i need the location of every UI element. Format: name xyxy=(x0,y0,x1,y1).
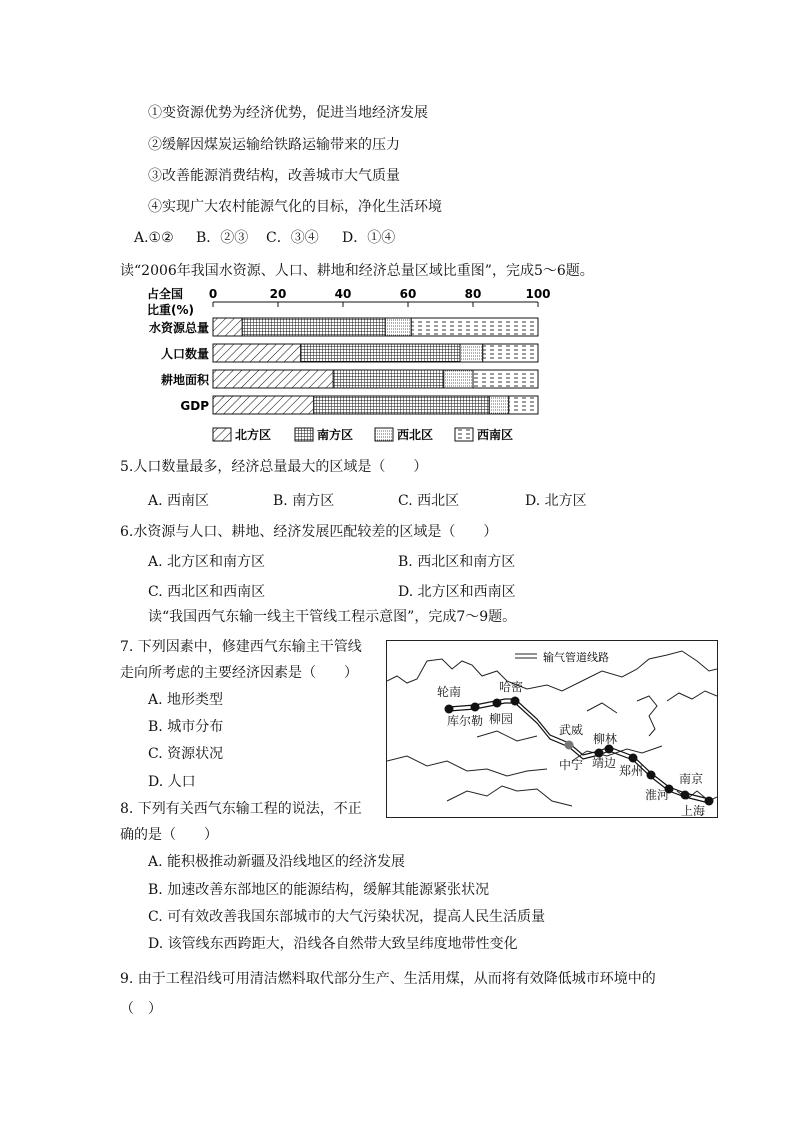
legend-label: 西南区 xyxy=(477,428,514,442)
legend-swatch xyxy=(455,428,473,441)
x-tick-label: 80 xyxy=(464,287,482,301)
bar-segment xyxy=(213,370,333,388)
intro-option-2: ②缓解因煤炭运输给铁路运输带来的压力 xyxy=(148,137,400,153)
bar-segment xyxy=(213,344,301,362)
q9-paren: （ ） xyxy=(120,1001,162,1017)
q7-choice-c: C. 资源状况 xyxy=(148,746,224,762)
category-label: 耕地面积 xyxy=(160,373,209,387)
x-tick-label: 0 xyxy=(208,287,218,301)
city-liulin: 柳林 xyxy=(593,732,618,746)
q6-choice-a: A. 北方区和南方区 xyxy=(148,554,266,570)
legend-swatch xyxy=(375,428,393,441)
q5-choice-c: C. 西北区 xyxy=(398,493,460,509)
city-zhongning: 中宁 xyxy=(559,758,584,772)
x-tick-label: 20 xyxy=(269,287,287,301)
q6-choice-d: D. 北方区和西南区 xyxy=(398,584,516,600)
bar-segment xyxy=(411,318,538,336)
bar-segment xyxy=(213,396,314,414)
q6-stem: 6.水资源与人口、耕地、经济发展匹配较差的区域是（ ） xyxy=(120,524,498,540)
q7-stem-line-1: 7. 下列因素中，修建西气东输主干管线 xyxy=(120,639,362,655)
legend-swatch xyxy=(295,428,313,441)
category-label: 水资源总量 xyxy=(148,321,209,335)
legend-label: 西北区 xyxy=(397,428,434,442)
city-huaihe: 淮河 xyxy=(645,788,670,802)
city-shanghai: 上海 xyxy=(681,804,706,817)
map-intro: 读“我国西气东输一线主干管线工程示意图”，完成7～9题。 xyxy=(148,609,517,625)
q4-choice-d: D．①④ xyxy=(342,230,396,246)
bar-segment xyxy=(444,370,473,388)
q5-stem: 5.人口数量最多，经济总量最大的区域是（ ） xyxy=(120,459,428,475)
bar-segment xyxy=(333,370,444,388)
q4-choice-a: A.①② xyxy=(134,230,174,246)
x-tick-label: 100 xyxy=(525,287,551,301)
chart-intro: 读“2006年我国水资源、人口、耕地和经济总量区域比重图”，完成5～6题。 xyxy=(120,263,594,279)
intro-option-1: ①变资源优势为经济优势，促进当地经济发展 xyxy=(148,105,428,121)
legend-label: 南方区 xyxy=(317,428,354,442)
q7-choice-a: A. 地形类型 xyxy=(148,692,224,708)
city-hami: 哈密 xyxy=(499,680,524,694)
bar-segment xyxy=(460,344,483,362)
bar-segment xyxy=(473,370,538,388)
q8-choice-c: C. 可有效改善我国东部城市的大气污染状况，提高人民生活质量 xyxy=(148,909,546,925)
q4-choice-b: B．②③ xyxy=(196,230,249,246)
q5-choice-a: A. 西南区 xyxy=(148,493,210,509)
y-label-line-1: 占全国 xyxy=(147,287,184,301)
map-legend-text: 输气管道线路 xyxy=(543,651,609,664)
q8-choice-a: A. 能积极推动新疆及沿线地区的经济发展 xyxy=(148,854,406,870)
city-liuyuan: 柳园 xyxy=(489,712,514,726)
bar-segment xyxy=(314,396,490,414)
legend-swatch xyxy=(213,428,231,441)
stacked-bar-chart xyxy=(145,280,555,450)
pipeline-map xyxy=(386,640,718,818)
bar-segment xyxy=(242,318,385,336)
q9-stem: 9. 由于工程沿线可用清洁燃料取代部分生产、生活用煤，从而将有效降低城市环境中的 xyxy=(120,971,656,987)
x-tick-label: 40 xyxy=(334,287,352,301)
bar-segment xyxy=(489,396,509,414)
category-label: 人口数量 xyxy=(160,347,209,361)
q8-stem-line-1: 8. 下列有关西气东输工程的说法，不正 xyxy=(120,801,362,817)
x-tick-label: 60 xyxy=(399,287,417,301)
bar-segment xyxy=(301,344,460,362)
bar-segment xyxy=(385,318,411,336)
q5-choice-b: B. 南方区 xyxy=(273,493,335,509)
city-nanjing: 南京 xyxy=(679,772,704,786)
q4-choice-c: C．③④ xyxy=(266,230,319,246)
city-zhengzhou: 郑州 xyxy=(619,764,644,778)
q5-choice-d: D. 北方区 xyxy=(525,493,587,509)
q8-choice-b: B. 加速改善东部地区的能源结构，缓解其能源紧张状况 xyxy=(148,882,490,898)
q8-choice-d: D. 该管线东西跨距大，沿线各自然带大致呈纬度地带性变化 xyxy=(148,936,518,952)
legend-label: 北方区 xyxy=(235,428,272,442)
bar-segment xyxy=(509,396,538,414)
bar-segment xyxy=(483,344,538,362)
city-lunnan: 轮南 xyxy=(437,685,462,699)
intro-option-3: ③改善能源消费结构，改善城市大气质量 xyxy=(148,168,400,184)
q7-stem-line-2: 走向所考虑的主要经济因素是（ ） xyxy=(120,665,358,681)
category-label: GDP xyxy=(180,399,209,413)
q7-choice-d: D. 人口 xyxy=(148,774,196,790)
q7-choice-b: B. 城市分布 xyxy=(148,719,224,735)
q8-stem-line-2: 确的是（ ） xyxy=(120,827,218,843)
city-wuwei: 武威 xyxy=(559,723,584,737)
q6-choice-c: C. 西北区和西南区 xyxy=(148,584,266,600)
intro-option-4: ④实现广大农村能源气化的目标，净化生活环境 xyxy=(148,199,442,215)
city-korla: 库尔勒 xyxy=(447,714,484,728)
city-jingbian: 靖边 xyxy=(592,756,617,770)
map-legend xyxy=(515,650,609,664)
bar-segment xyxy=(213,318,242,336)
q6-choice-b: B. 西北区和南方区 xyxy=(398,554,516,570)
y-label-line-2: 比重(%) xyxy=(147,303,194,317)
